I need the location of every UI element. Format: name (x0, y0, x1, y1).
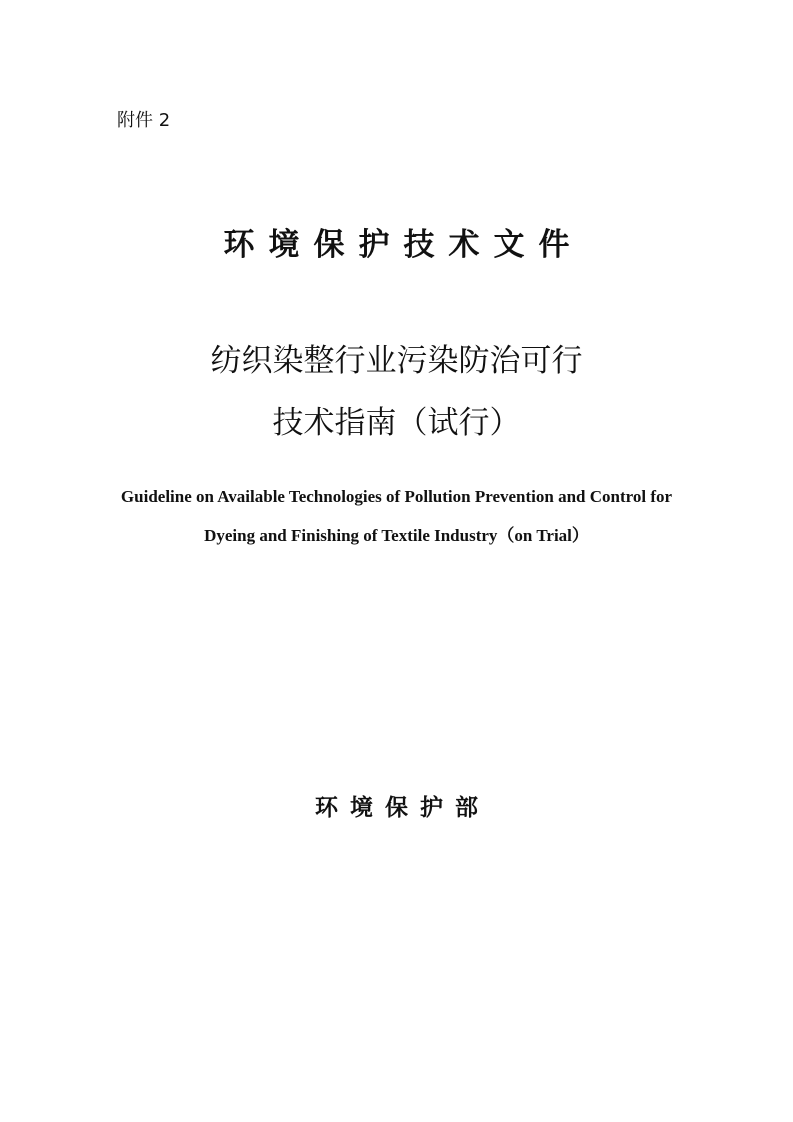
document-type-heading: 环境保护技术文件 (223, 227, 584, 263)
english-title-line-2: Dyeing and Finishing of Textile Industry（on Trial） (204, 526, 589, 545)
chinese-title-line-2: 技术指南（试行） (272, 405, 521, 441)
attachment-label: 附件 2 (117, 110, 171, 131)
english-title-line-1: Guideline on Available Technologies of Pollution Prevention and Control for (120, 487, 673, 506)
issuing-authority: 环境保护部 (315, 794, 490, 821)
chinese-title-line-1: 纺织染整行业污染防治可行 (210, 343, 583, 379)
